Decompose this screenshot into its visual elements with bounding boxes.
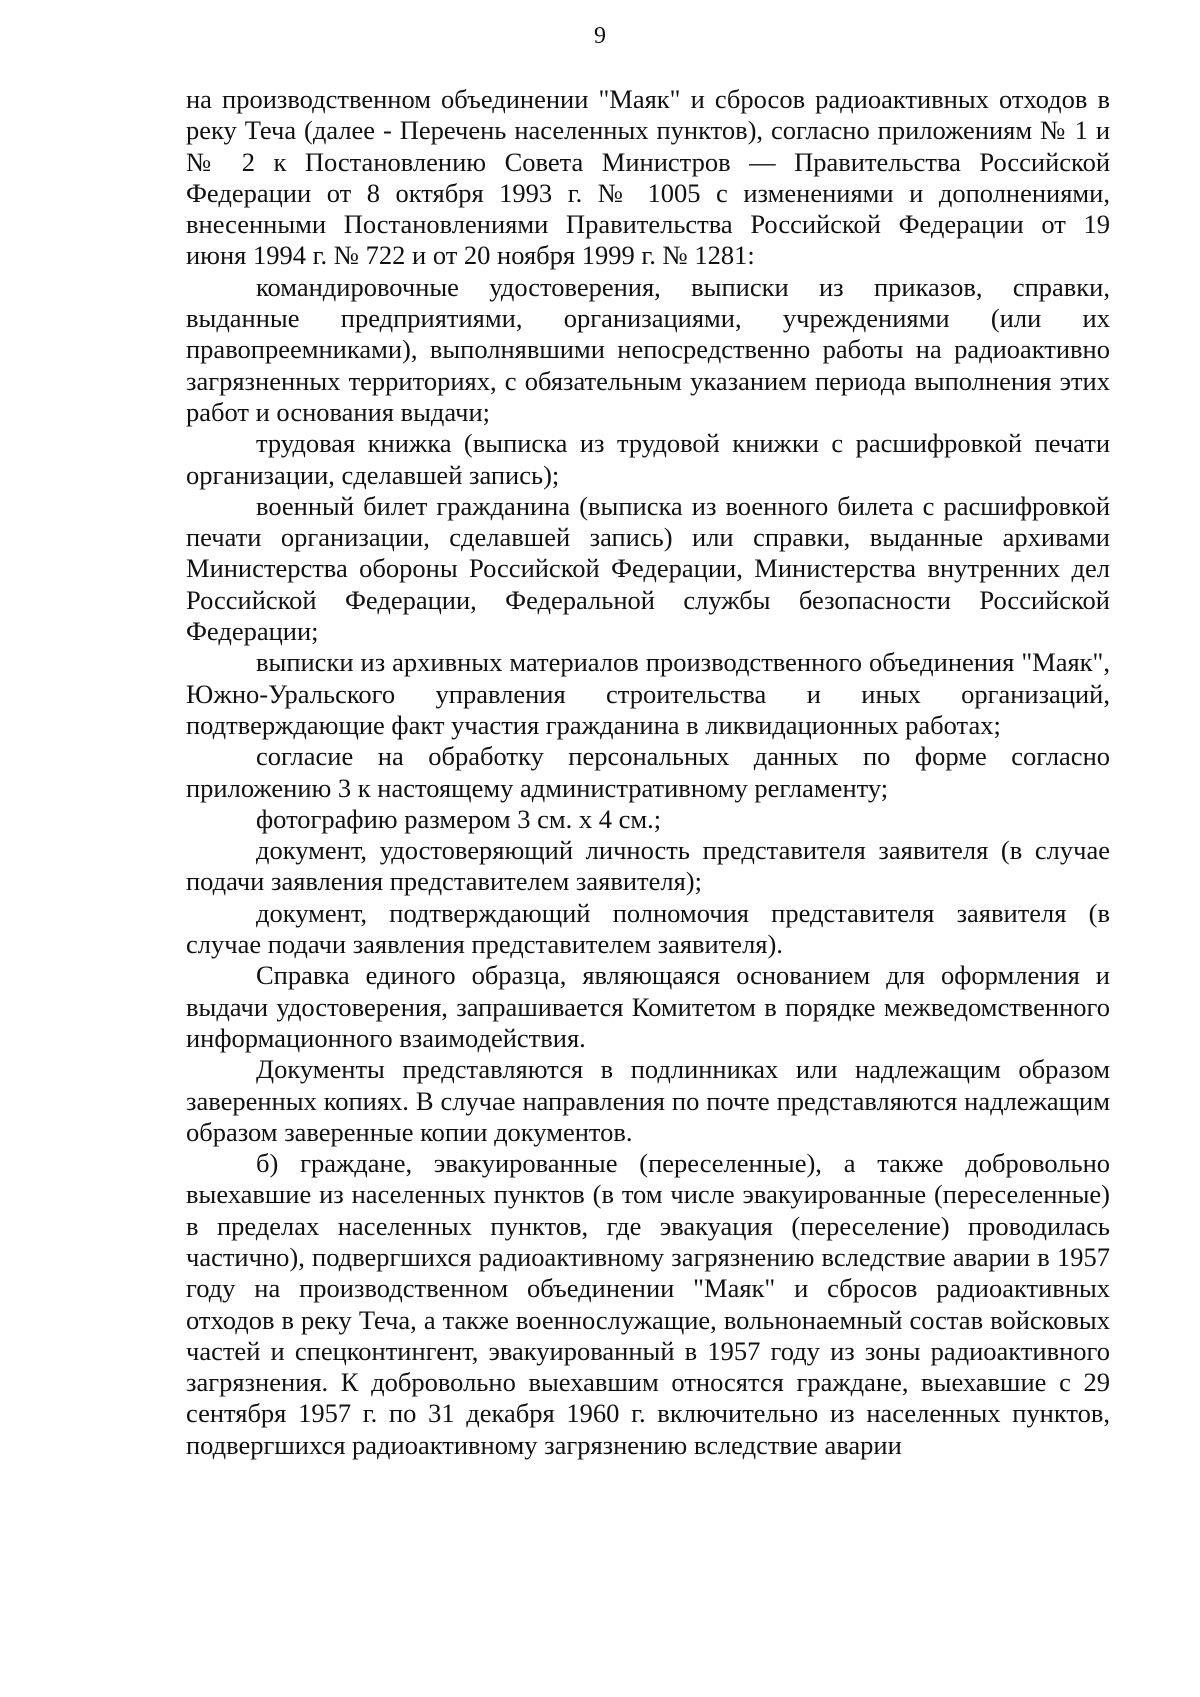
paragraph-representative-authority: документ, подтверждающий полномочия представителя заявителя (в случае подачи заявления представителем заявителя). <box>186 897 1110 960</box>
paragraph-travel-certificates: командировочные удостоверения, выписки из приказов, справки, выданные предприятиями, организациями, учреждениями (или их правопреемниками), выполнявшими непосредственно работы на радиоактивно загрязненных территориях, с обязательным указанием периода выполнения этих работ и основания выдачи; <box>186 271 1110 427</box>
paragraph-photo: фотографию размером 3 см. х 4 см.; <box>256 803 662 834</box>
paragraph-military-id: военный билет гражданина (выписка из военного билета с расшифровкой печати организации, сделавшей запись) или справки, выданные архивами Министерства обороны Российской Федерации, Министерства внутренних дел Российской Федерации, Федеральной службы безопасности Российской Федерации; <box>186 490 1110 647</box>
paragraph-originals-copies: Документы представляются в подлинниках или надлежащим образом заверенных копиях. В случае направления по почте представляются надлежащим образом заверенные копии документов. <box>186 1054 1110 1147</box>
paragraph-representative-id: документ, удостоверяющий личность представителя заявителя (в случае подачи заявления представителем заявителя); <box>186 835 1110 897</box>
paragraph-archive-extracts: выписки из архивных материалов производственного объединения "Маяк", Южно-Уральского управления строительства и иных организаций, подтверждающие факт участия гражданина в ликвидационных работах; <box>186 647 1110 740</box>
paragraph-work-book: трудовая книжка (выписка из трудовой книжки с расшифровкой печати организации, сделавшей запись); <box>186 428 1110 490</box>
paragraph-standard-certificate: Справка единого образца, являющаяся основанием для оформления и выдачи удостоверения, запрашивается Комитетом в порядке межведомственного информационного взаимодействия. <box>186 960 1110 1053</box>
document-body <box>186 84 1110 1461</box>
paragraph-personal-data-consent: согласие на обработку персональных данных по форме согласно приложению 3 к настоящему административному регламенту; <box>186 741 1110 803</box>
page-number: 9 <box>594 23 606 49</box>
paragraph-evacuated-citizens: б) граждане, эвакуированные (переселенные), а также добровольно выехавшие из населенных пунктов (в том числе эвакуированные (переселенные) в пределах населенных пунктов, где эвакуация (переселение) проводилась частично), подвергшихся радиоактивному загрязнению вследствие аварии в 1957 году на производственном объединении "Маяк" и сбросов радиоактивных отходов в реку Теча, а также военнослужащие, вольнонаемный состав войсковых частей и спецконтингент, эвакуированный в 1957 году из зоны радиоактивного загрязнения. К добровольно выехавшим относятся граждане, выехавшие с 29 сентября 1957 г. по 31 декабря 1960 г. включительно из населенных пунктов, подвергшихся радиоактивному загрязнению вследствие аварии <box>186 1148 1110 1460</box>
paragraph-continuation: на производственном объединении "Маяк" и сбросов радиоактивных отходов в реку Теча (далее - Перечень населенных пунктов), согласно приложениям № 1 и № 2 к Постановлению Совета Министров — Правительства Российской Федерации от 8 октября 1993 г. № 1005 с изменениями и дополнениями, внесенными Постановлениями Правительства Российской Федерации от 19 июня 1994 г. № 722 и от 20 ноября 1999 г. № 1281: <box>186 84 1110 271</box>
